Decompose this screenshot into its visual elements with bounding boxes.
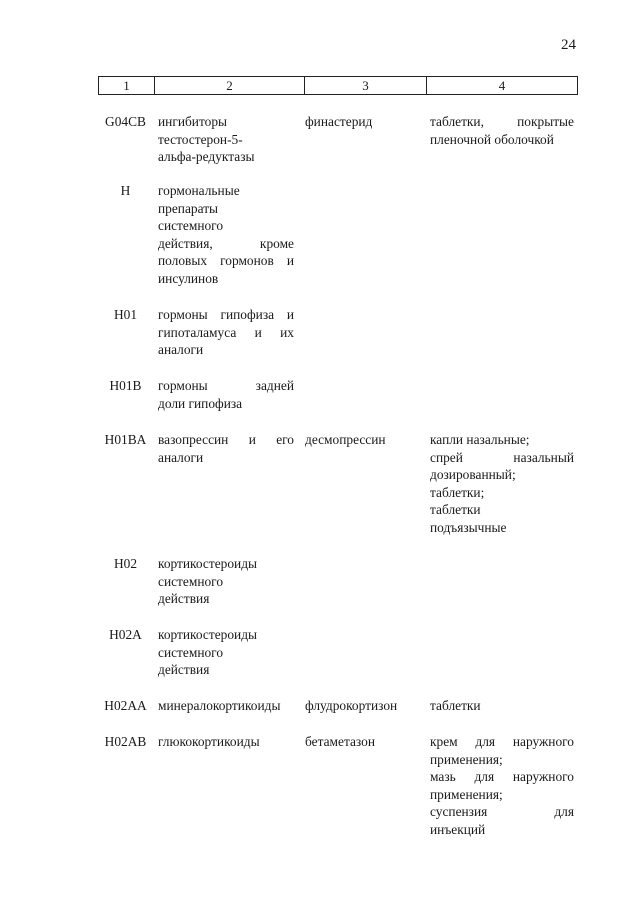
dosage-form-line: мазь для наружного (430, 769, 574, 785)
group-name-line: гормоны задней (158, 378, 294, 393)
header-col-4: 4 (426, 77, 577, 94)
dosage-form-line: инъекций (430, 821, 486, 837)
group-name-line: ингибиторы (158, 114, 228, 129)
group-name-line: минералокортикоиды (158, 698, 281, 713)
header-col-1: 1 (123, 78, 130, 93)
dosage-form-line: подъязычные (430, 519, 507, 535)
group-name (158, 377, 294, 412)
atc-code: H02AB (104, 734, 147, 749)
dosage-forms (430, 697, 574, 715)
group-name (158, 306, 294, 359)
group-name-line: инсулинов (158, 270, 219, 286)
group-name-line: действия, кроме (158, 235, 294, 251)
dosage-forms (430, 431, 574, 537)
atc-code: H02A (109, 627, 142, 642)
group-name-line: системного (158, 218, 224, 234)
group-name-line: тестостерон-5- (158, 131, 243, 147)
drug-inn: флудрокортизон (305, 698, 398, 713)
atc-code: H01BA (104, 432, 147, 447)
drug-inn: десмопрессин (305, 432, 386, 447)
group-name (158, 555, 294, 608)
group-name (158, 626, 294, 679)
group-name-line: вазопрессин и его (158, 432, 294, 447)
group-name-line: действия (158, 662, 210, 678)
group-name-line: гипоталамуса и их (158, 324, 294, 340)
atc-code: H01 (113, 307, 138, 322)
group-name-line: аналоги (158, 449, 204, 465)
group-name-line: системного (158, 573, 224, 589)
dosage-form-line: таблетки (430, 698, 481, 713)
drug-inn: финастерид (305, 114, 373, 129)
group-name (158, 182, 294, 288)
dosage-forms (430, 113, 574, 148)
dosage-forms (430, 733, 574, 839)
group-name-line: кортикостероиды (158, 627, 258, 642)
atc-code: H01B (109, 378, 142, 393)
atc-code: G04CB (105, 114, 146, 129)
dosage-form-line: применения; (430, 786, 503, 802)
group-name-line: действия (158, 591, 210, 607)
table-header-row (98, 76, 578, 95)
dosage-form-line: капли назальные; (430, 432, 530, 447)
dosage-form-line: крем для наружного (430, 734, 574, 749)
drug-inn: бетаметазон (305, 734, 375, 749)
group-name-line: аналоги (158, 342, 204, 358)
group-name-line: доли гипофиза (158, 395, 243, 411)
group-name-line: препараты (158, 200, 219, 216)
group-name-line: глюкокортикоиды (158, 734, 260, 749)
dosage-form-line: таблетки; (430, 484, 485, 500)
page-number: 24 (561, 37, 576, 53)
header-col-2: 2 (154, 77, 304, 94)
atc-code: H02 (113, 556, 138, 571)
dosage-form-line: применения; (430, 751, 503, 767)
atc-code: H (120, 183, 131, 198)
group-name (158, 733, 294, 751)
group-name-line: системного (158, 644, 224, 660)
header-col-3: 3 (304, 77, 426, 94)
group-name (158, 431, 294, 466)
group-name-line: гормоны гипофиза и (158, 307, 294, 322)
group-name (158, 697, 308, 715)
group-name (158, 113, 294, 166)
dosage-form-line: спрей назальный (430, 449, 574, 465)
group-name-line: кортикостероиды (158, 556, 258, 571)
group-name-line: альфа-редуктазы (158, 149, 255, 165)
dosage-form-line: таблетки, покрытые (430, 114, 574, 129)
dosage-form-line: таблетки (430, 502, 481, 518)
group-name-line: половых гормонов и (158, 253, 294, 269)
dosage-form-line: суспензия для (430, 804, 574, 820)
atc-code: H02AA (104, 698, 147, 713)
dosage-form-line: дозированный; (430, 467, 516, 483)
group-name-line: гормональные (158, 183, 240, 198)
dosage-form-line: пленочной оболочкой (430, 131, 554, 147)
